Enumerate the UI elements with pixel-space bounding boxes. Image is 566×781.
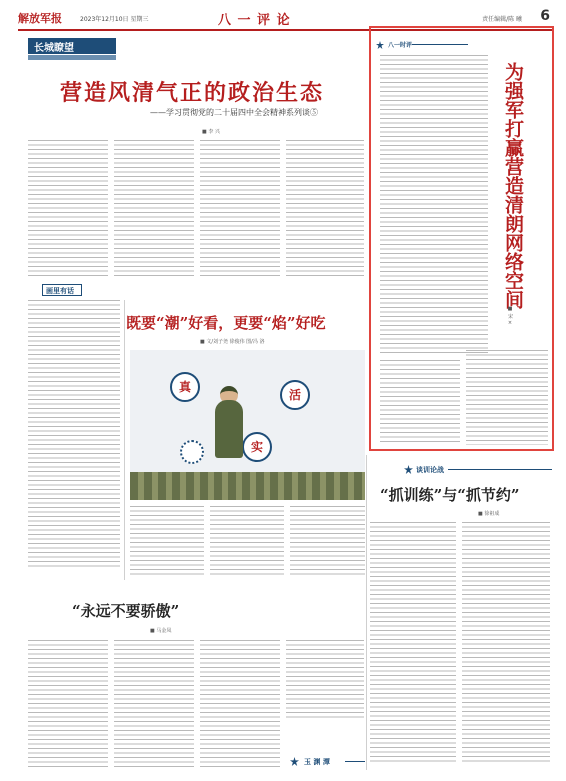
- issue-date: 2023年12月10日 星期三: [80, 16, 149, 23]
- star-icon: [404, 465, 413, 474]
- bottom-tag: 玉 渊 潭: [304, 758, 330, 766]
- column-divider: [366, 455, 367, 770]
- illustration-bubble-2: 活: [280, 380, 310, 410]
- middle-article-author: ■ 文/刘子尧 徐俊伟 图/冯 洛: [200, 339, 265, 345]
- middle-left-body: [28, 300, 120, 570]
- masthead: 解放军报: [18, 12, 62, 25]
- tag-underline: [345, 761, 365, 762]
- middle-article-body-col-2: [210, 506, 284, 576]
- tag-underline: [448, 469, 552, 470]
- illustration-dotted-bubble: [180, 440, 204, 464]
- illustration-bubble-3: 实: [242, 432, 272, 462]
- main-article-title[interactable]: 营造风清气正的政治生态: [60, 80, 325, 106]
- edition-info: 责任编辑/陈 曦: [482, 16, 522, 23]
- star-icon: [290, 757, 299, 766]
- featured-body-lower-right: [466, 350, 548, 445]
- main-article-author: ■ 李 兴: [202, 129, 220, 135]
- lower-left-body-col-2: [114, 640, 194, 770]
- main-article-subtitle: ——学习贯彻党的二十届四中全会精神系列谈⑤: [150, 108, 318, 117]
- middle-article-body-col-1: [130, 506, 204, 576]
- main-article-body-col-1: [28, 140, 108, 276]
- lower-left-body-col-1: [28, 640, 108, 770]
- illustration: [130, 350, 365, 500]
- banner-strip: [28, 55, 116, 60]
- middle-article-body-col-3: [290, 506, 365, 576]
- column-title: 八 一 评 论: [218, 13, 291, 28]
- lower-left-title[interactable]: “永远不要骄傲”: [72, 602, 180, 620]
- featured-body-lower-left: [380, 360, 460, 445]
- main-article-body-col-2: [114, 140, 194, 276]
- main-article-body-col-3: [200, 140, 280, 276]
- section-banner: [28, 38, 116, 54]
- section-banner-label: 长城瞭望: [34, 43, 74, 54]
- lower-left-author: ■ 马金凤: [150, 628, 172, 634]
- illustration-figure: [215, 400, 243, 458]
- page-header: [18, 8, 552, 28]
- illustration-bubble-1: 真: [170, 372, 200, 402]
- illustration-crowd: [130, 472, 365, 500]
- lower-right-tag: 谈训论战: [416, 466, 444, 474]
- tag-underline: [412, 44, 468, 45]
- lower-right-body-col-2: [462, 522, 550, 762]
- featured-article-author: ■ 宋 ×: [507, 306, 513, 327]
- lower-left-body-col-3: [200, 640, 280, 770]
- lower-right-title[interactable]: “抓训练”与“抓节约”: [380, 486, 520, 504]
- middle-article-title[interactable]: 既要“潮”好看，更要“焰”好吃: [126, 314, 326, 332]
- lower-left-body-col-4: [286, 640, 364, 720]
- page-number: 6: [540, 8, 550, 24]
- main-article-body-col-4: [286, 140, 364, 276]
- caption-box-label: 画里有话: [46, 287, 74, 295]
- caption-box: [42, 284, 82, 296]
- column-divider: [124, 300, 125, 580]
- featured-body-upper: [380, 55, 488, 355]
- featured-tag: 八一时评: [388, 42, 413, 49]
- lower-right-body-col-1: [370, 522, 456, 762]
- featured-article-title[interactable]: 为强军打赢营造清朗网络空间: [502, 62, 524, 309]
- lower-right-author: ■ 徐祖成: [478, 511, 500, 517]
